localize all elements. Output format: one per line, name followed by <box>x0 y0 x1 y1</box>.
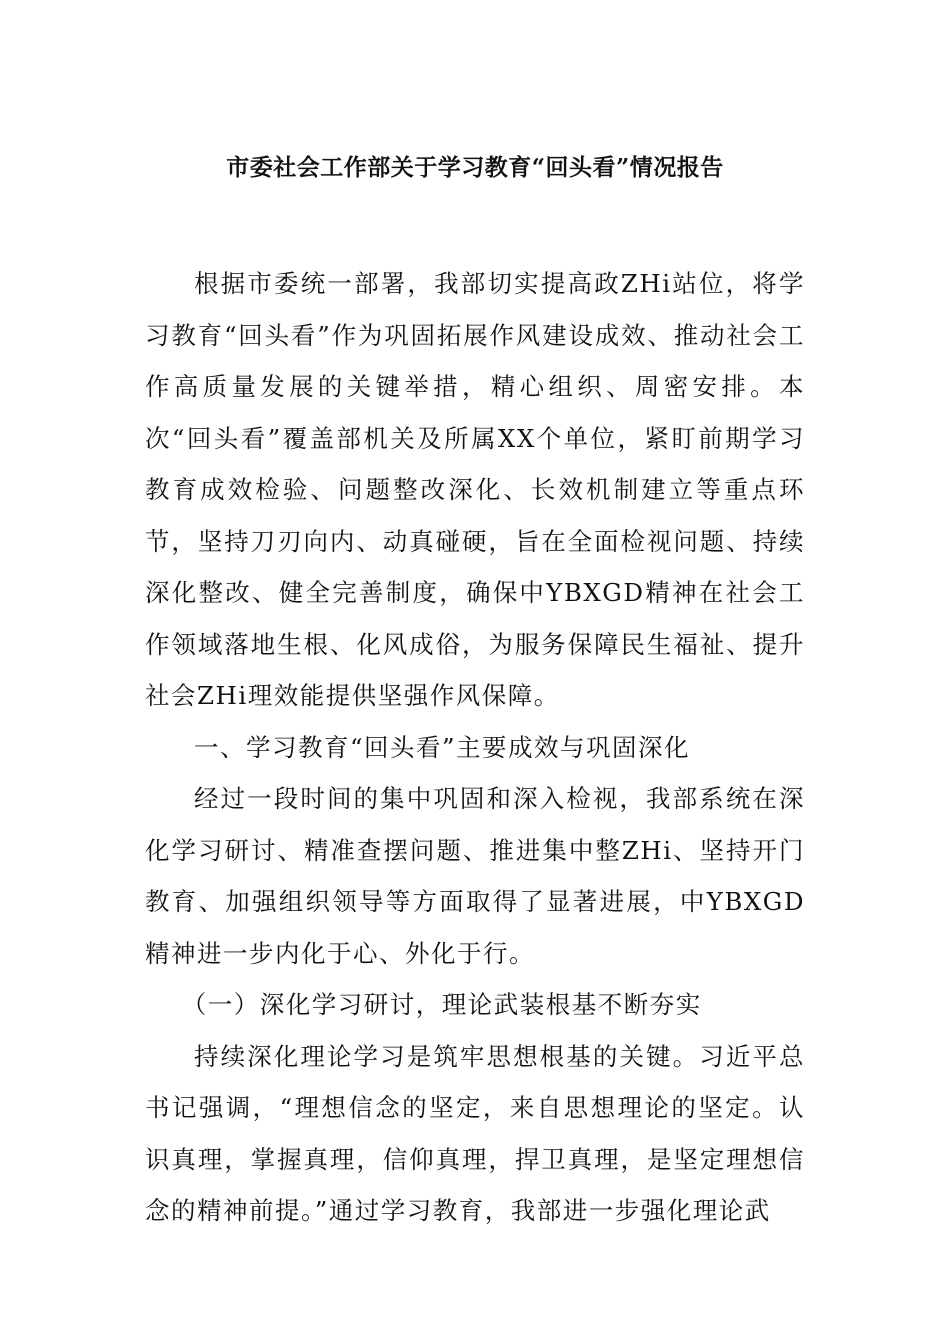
intro-paragraph: 根据市委统一部署，我部切实提高政ZHi站位，将学习教育“回头看”作为巩固拓展作风建设成效、推动社会工作高质量发展的关键举措，精心组织、周密安排。本次“回头看”覆盖部机关及所属XX个单位，紧盯前期学习教育成效检验、问题整改深化、长效机制建立等重点环节，坚持刀刃向内、动真碰硬，旨在全面检视问题、持续深化整改、健全完善制度，确保中YBXGD精神在社会工作领域落地生根、化风成俗，为服务保障民生福祉、提升社会ZHi理效能提供坚强作风保障。 <box>145 269 805 710</box>
section-1-paragraph: 经过一段时间的集中巩固和深入检视，我部系统在深化学习研讨、精准查摆问题、推进集中整ZHi、坚持开门教育、加强组织领导等方面取得了显著进展，中YBXGD精神进一步内化于心、外化于行。 <box>145 784 805 968</box>
section-heading-1: 一、学习教育“回头看”主要成效与巩固深化 <box>194 732 691 762</box>
document-body <box>145 258 805 1237</box>
subsection-heading-1: （一）深化学习研讨，理论武装根基不断夯实 <box>181 990 702 1019</box>
subsection-1-paragraph: 持续深化理论学习是筑牢思想根基的关键。习近平总书记强调，“理想信念的坚定，来自思想理论的坚定。认识真理，掌握真理，信仰真理，捍卫真理，是坚定理想信念的精神前提。”通过学习教育，我部进一步强化理论武 <box>145 1041 805 1225</box>
document-title: 市委社会工作部关于学习教育“回头看”情况报告 <box>226 154 724 181</box>
